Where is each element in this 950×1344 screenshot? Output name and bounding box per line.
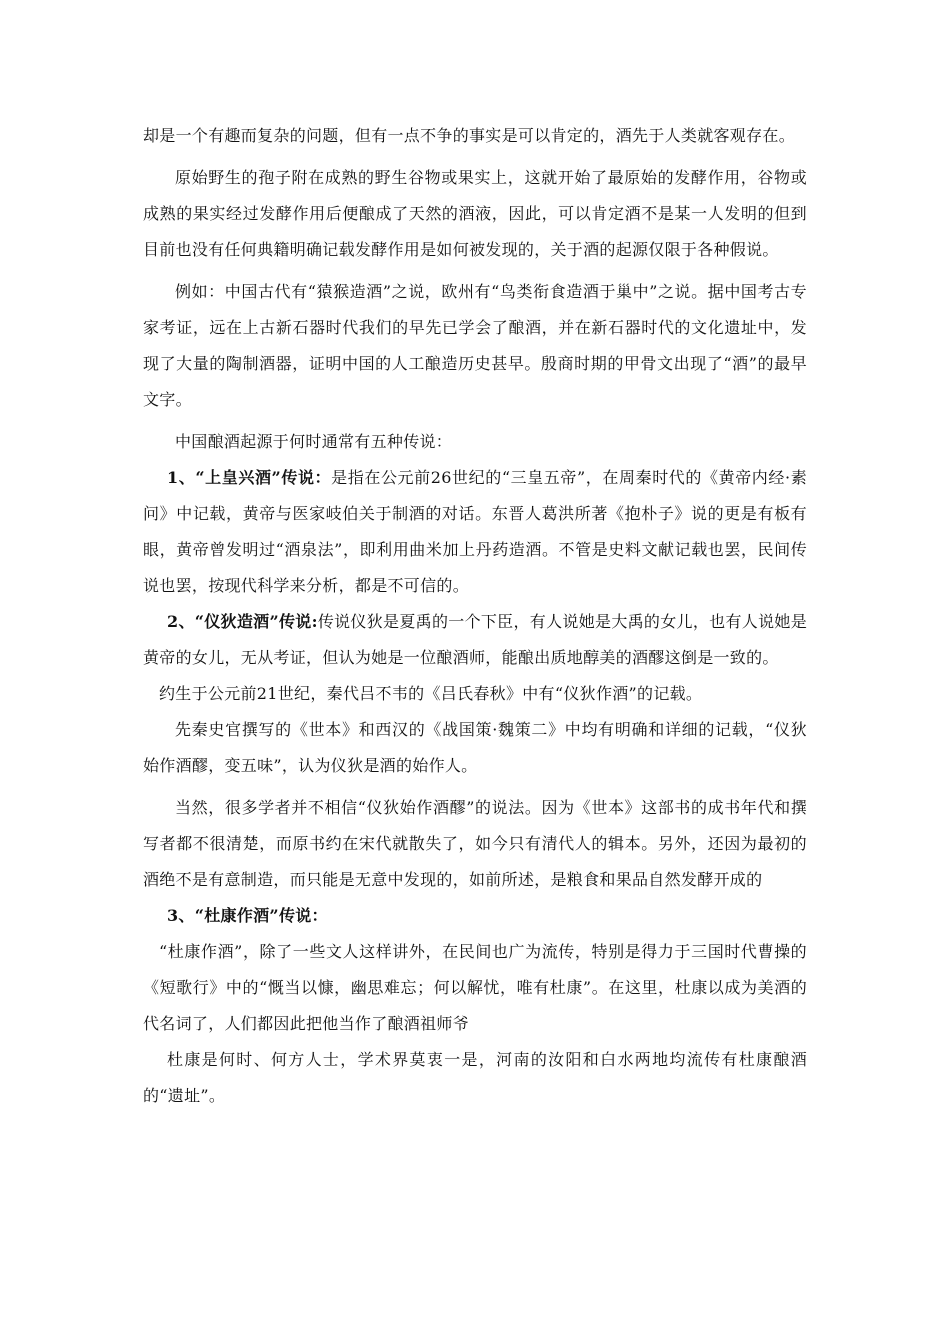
paragraph-0: 却是一个有趣而复杂的问题，但有一点不争的事实是可以肯定的，酒先于人类就客观存在。 xyxy=(143,126,796,145)
paragraph-10: “杜康作酒”，除了一些文人这样讲外，在民间也广为流传，特别是得力于三国时代曹操的《短歌行》中的“慨当以慷，幽思难忘；何以解忧，唯有杜康”。在这里，杜康以成为美酒的代名词了，人们都因此把他当作了酿酒祖师爷 xyxy=(143,942,807,1033)
paragraph-5 xyxy=(143,604,807,676)
legend-2-body: 传说仪狄是夏禹的一个下臣，有人说她是大禹的女儿，也有人说她是黄帝的女儿，无从考证，但认为她是一位酿酒师，能酿出质地醇美的酒醪这倒是一致的。 xyxy=(143,612,807,667)
legend-2-heading: 2、“仪狄造酒”传说: xyxy=(167,612,318,631)
legend-1-body: 是指在公元前26世纪的“三皇五帝”，在周秦时代的《黄帝内经·素问》中记载，黄帝与医家岐伯关于制酒的对话。东晋人葛洪所著《抱朴子》说的更是有板有眼，黄帝曾发明过“酒泉法”，即利用曲米加上丹药造酒。不管是史料文献记载也罢，民间传说也罢，按现代科学来分析，都是不可信的。 xyxy=(143,468,807,595)
legend-3-heading: 3、“杜康作酒”传说： xyxy=(167,906,328,925)
paragraph-4 xyxy=(143,460,807,604)
paragraph-2: 例如：中国古代有“猿猴造酒”之说，欧州有“鸟类衔食造酒于巢中”之说。据中国考古专家考证，远在上古新石器时代我们的早先已学会了酿酒，并在新石器时代的文化遗址中，发现了大量的陶制酒器，证明中国的人工酿造历史甚早。殷商时期的甲骨文出现了“酒”的最早文字。 xyxy=(143,282,807,409)
paragraph-11: 杜康是何时、何方人士，学术界莫衷一是，河南的汝阳和白水两地均流传有杜康酿酒的“遗址”。 xyxy=(143,1050,807,1105)
paragraph-7: 先秦史官撰写的《世本》和西汉的《战国策·魏策二》中均有明确和详细的记载，“仪狄始作酒醪，变五味”，认为仪狄是酒的始作人。 xyxy=(143,720,807,775)
paragraph-3: 中国酿酒起源于何时通常有五种传说： xyxy=(175,432,453,451)
paragraph-8: 当然，很多学者并不相信“仪狄始作酒醪”的说法。因为《世本》这部书的成书年代和撰写者都不很清楚，而原书约在宋代就散失了，如今只有清代人的辑本。另外，还因为最初的酒绝不是有意制造，而只能是无意中发现的，如前所述，是粮食和果品自然发酵开成的 xyxy=(143,798,807,889)
paragraph-6: 约生于公元前21世纪，秦代吕不韦的《吕氏春秋》中有“仪狄作酒”的记载。 xyxy=(159,684,703,703)
document-page xyxy=(143,118,807,1114)
paragraph-1: 原始野生的孢子附在成熟的野生谷物或果实上，这就开始了最原始的发酵作用，谷物或成熟的果实经过发酵作用后便酿成了天然的酒液，因此，可以肯定酒不是某一人发明的但到目前也没有任何典籍明确记载发酵作用是如何被发现的，关于酒的起源仅限于各种假说。 xyxy=(143,168,807,259)
legend-1-heading: 1、“上皇兴酒”传说： xyxy=(167,468,332,487)
